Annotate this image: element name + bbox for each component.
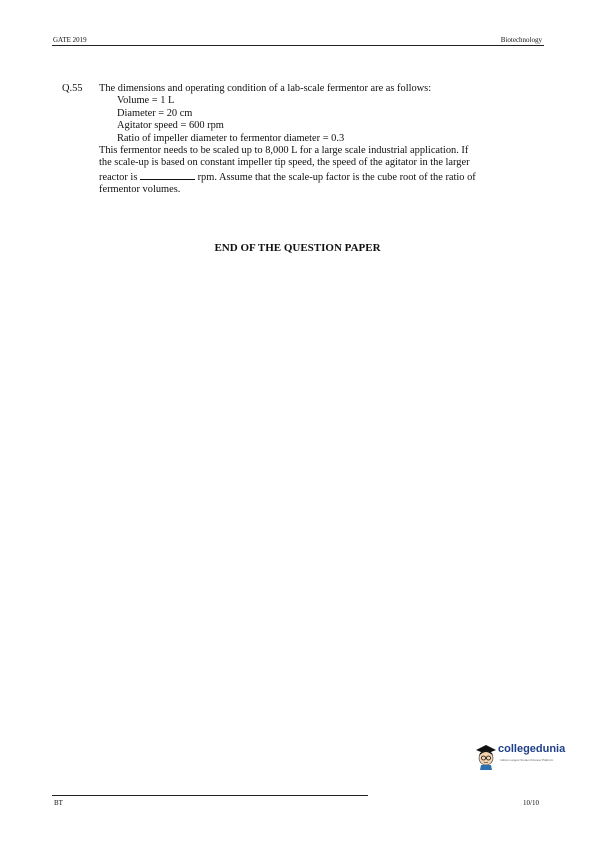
answer-blank [140,170,195,180]
question-text-after-blank: rpm. Assume that the scale-up factor is the cube root of the ratio of [197,171,476,183]
question-text-before-blank: reactor is [99,171,138,183]
question-body [99,83,531,197]
footer-page-number: 10/10 [523,799,539,807]
condition-impeller-ratio: Ratio of impeller diameter to fermentor diameter = 0.3 [117,132,345,144]
logo-tagline: India's Largest Student Review Platform [500,758,554,762]
logo-brand-text: collegedunia [498,743,566,755]
question-text-line-2: the scale-up is based on constant impeller tip speed, the speed of the agitator in the larger [99,157,470,169]
end-of-paper-heading: END OF THE QUESTION PAPER [214,242,381,254]
question-text-line-4: fermentor volumes. [99,184,181,196]
condition-volume: Volume = 1 L [117,95,175,107]
condition-diameter: Diameter = 20 cm [117,107,193,119]
header-rule [52,45,544,46]
header-exam-name: GATE 2019 [53,36,87,44]
header-subject: Biotechnology [500,36,542,44]
question-text-line-3 [99,170,531,184]
mascot-icon [474,742,498,770]
condition-agitator-speed: Agitator speed = 600 rpm [117,120,224,132]
question-number: Q.55 [62,83,83,94]
footer-rule [52,795,368,796]
footer-paper-code: BT [54,799,63,807]
question-text-line-1: This fermentor needs to be scaled up to 8,000 L for a large scale industrial application. If [99,145,469,157]
collegedunia-logo [474,742,574,772]
question-intro: The dimensions and operating condition of a lab-scale fermentor are as follows: [99,83,432,94]
